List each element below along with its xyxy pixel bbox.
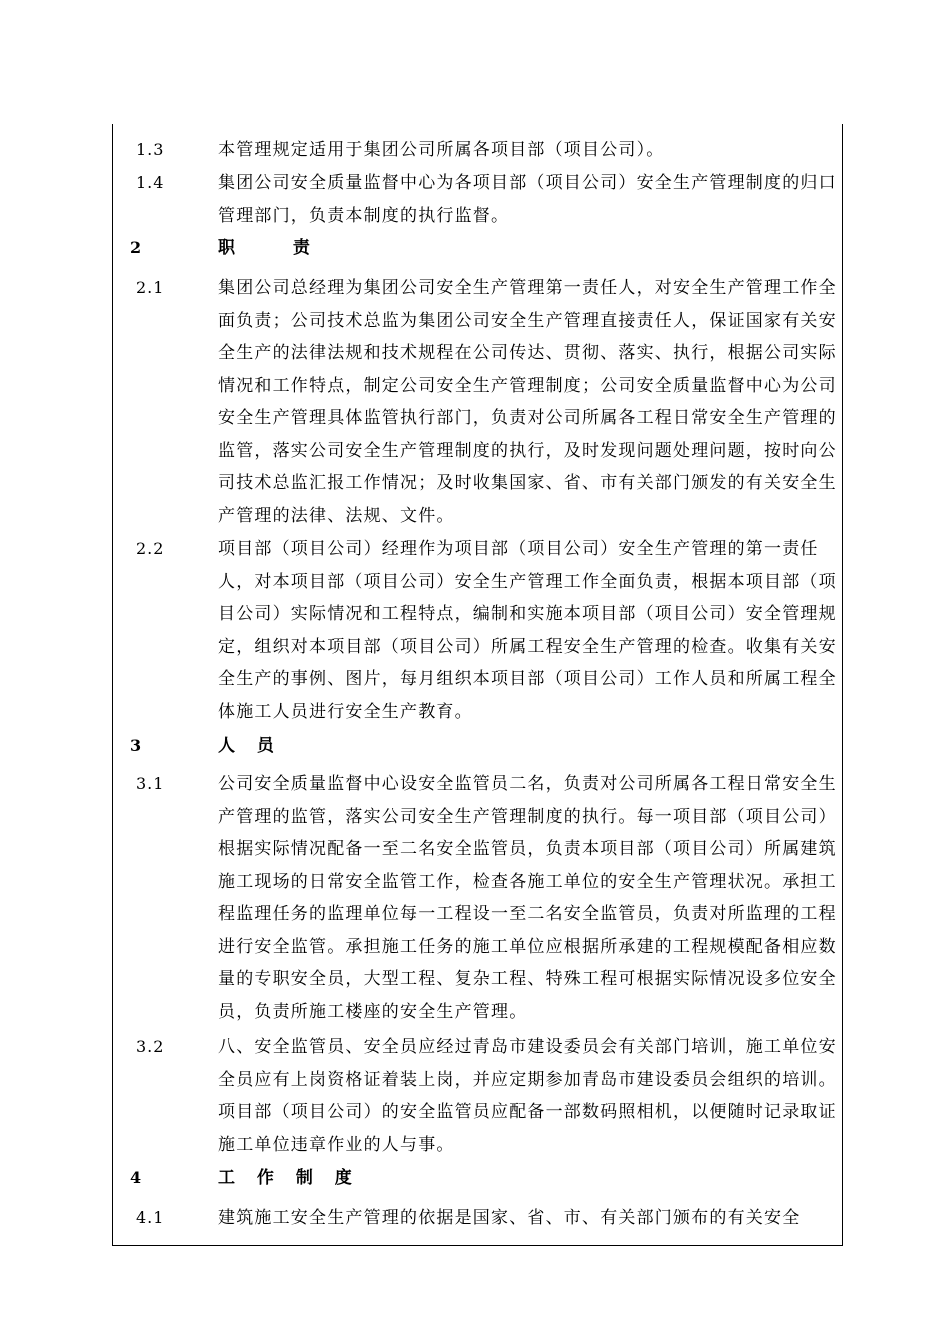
clause-number: 2.2 xyxy=(136,539,165,558)
section-title: 职 责 xyxy=(218,238,336,258)
clause-number: 2.1 xyxy=(136,278,165,297)
clause-text: 公司安全质量监督中心设安全监管员二名，负责对公司所属各工程日常安全生产管理的监管，落实公司安全生产管理制度的执行。每一项目部（项目公司）根据实际情况配备一至二名安全监管员，负责本项目部（项目公司）所属建筑施工现场的日常安全监管工作，检查各施工单位的安全生产管理状况。承担工程监理任务的监理单位每一工程设一至二名安全监管员，负责对所监理的工程进行安全监管。承担施工任务的施工单位应根据所承建的工程规模配备相应数量的专职安全员，大型工程、复杂工程、特殊工程可根据实际情况设多位安全员，负责所施工楼座的安全生产管理。 xyxy=(218,774,837,1022)
clause-text: 项目部（项目公司）经理作为项目部（项目公司）安全生产管理的第一责任人，对本项目部（项目公司）安全生产管理工作全面负责，根据本项目部（项目公司）实际情况和工程特点，编制和实施本项目部（项目公司）安全管理规定，组织对本项目部（项目公司）所属工程安全生产管理的检查。收集有关安全生产的事例、图片，每月组织本项目部（项目公司）工作人员和所属工程全体施工人员进行安全生产教育。 xyxy=(218,539,837,722)
clause-text: 集团公司安全质量监督中心为各项目部（项目公司）安全生产管理制度的归口管理部门，负责本制度的执行监督。 xyxy=(218,173,837,226)
clause-number: 1.4 xyxy=(136,173,165,192)
clause-text: 建筑施工安全生产管理的依据是国家、省、市、有关部门颁布的有关安全 xyxy=(218,1208,801,1228)
section-number: 3 xyxy=(130,736,143,755)
section-number: 2 xyxy=(130,238,143,257)
clause-number: 3.1 xyxy=(136,774,165,793)
clause-number: 4.1 xyxy=(136,1208,165,1227)
section-title: 工 作 制 度 xyxy=(218,1168,360,1188)
clause-text: 集团公司总经理为集团公司安全生产管理第一责任人，对安全生产管理工作全面负责；公司技术总监为集团公司安全生产管理直接责任人，保证国家有关安全生产的法律法规和技术规程在公司传达、贯彻、落实、执行，根据公司实际情况和工作特点，制定公司安全生产管理制度；公司安全质量监督中心为公司安全生产管理具体监管执行部门，负责对公司所属各工程日常安全生产管理的监管，落实公司安全生产管理制度的执行，及时发现问题处理问题，按时向公司技术总监汇报工作情况；及时收集国家、省、市有关部门颁发的有关安全生产管理的法律、法规、文件。 xyxy=(218,278,837,526)
section-number: 4 xyxy=(130,1168,143,1187)
clause-text: 本管理规定适用于集团公司所属各项目部（项目公司）。 xyxy=(218,140,665,160)
clause-number: 3.2 xyxy=(136,1037,165,1056)
clause-text: 八、安全监管员、安全员应经过青岛市建设委员会有关部门培训，施工单位安全员应有上岗资格证着装上岗，并应定期参加青岛市建设委员会组织的培训。项目部（项目公司）的安全监管员应配备一部数码照相机，以便随时记录取证施工单位违章作业的人与事。 xyxy=(218,1037,837,1155)
clause-number: 1.3 xyxy=(136,140,165,159)
section-title: 人 员 xyxy=(218,736,282,756)
